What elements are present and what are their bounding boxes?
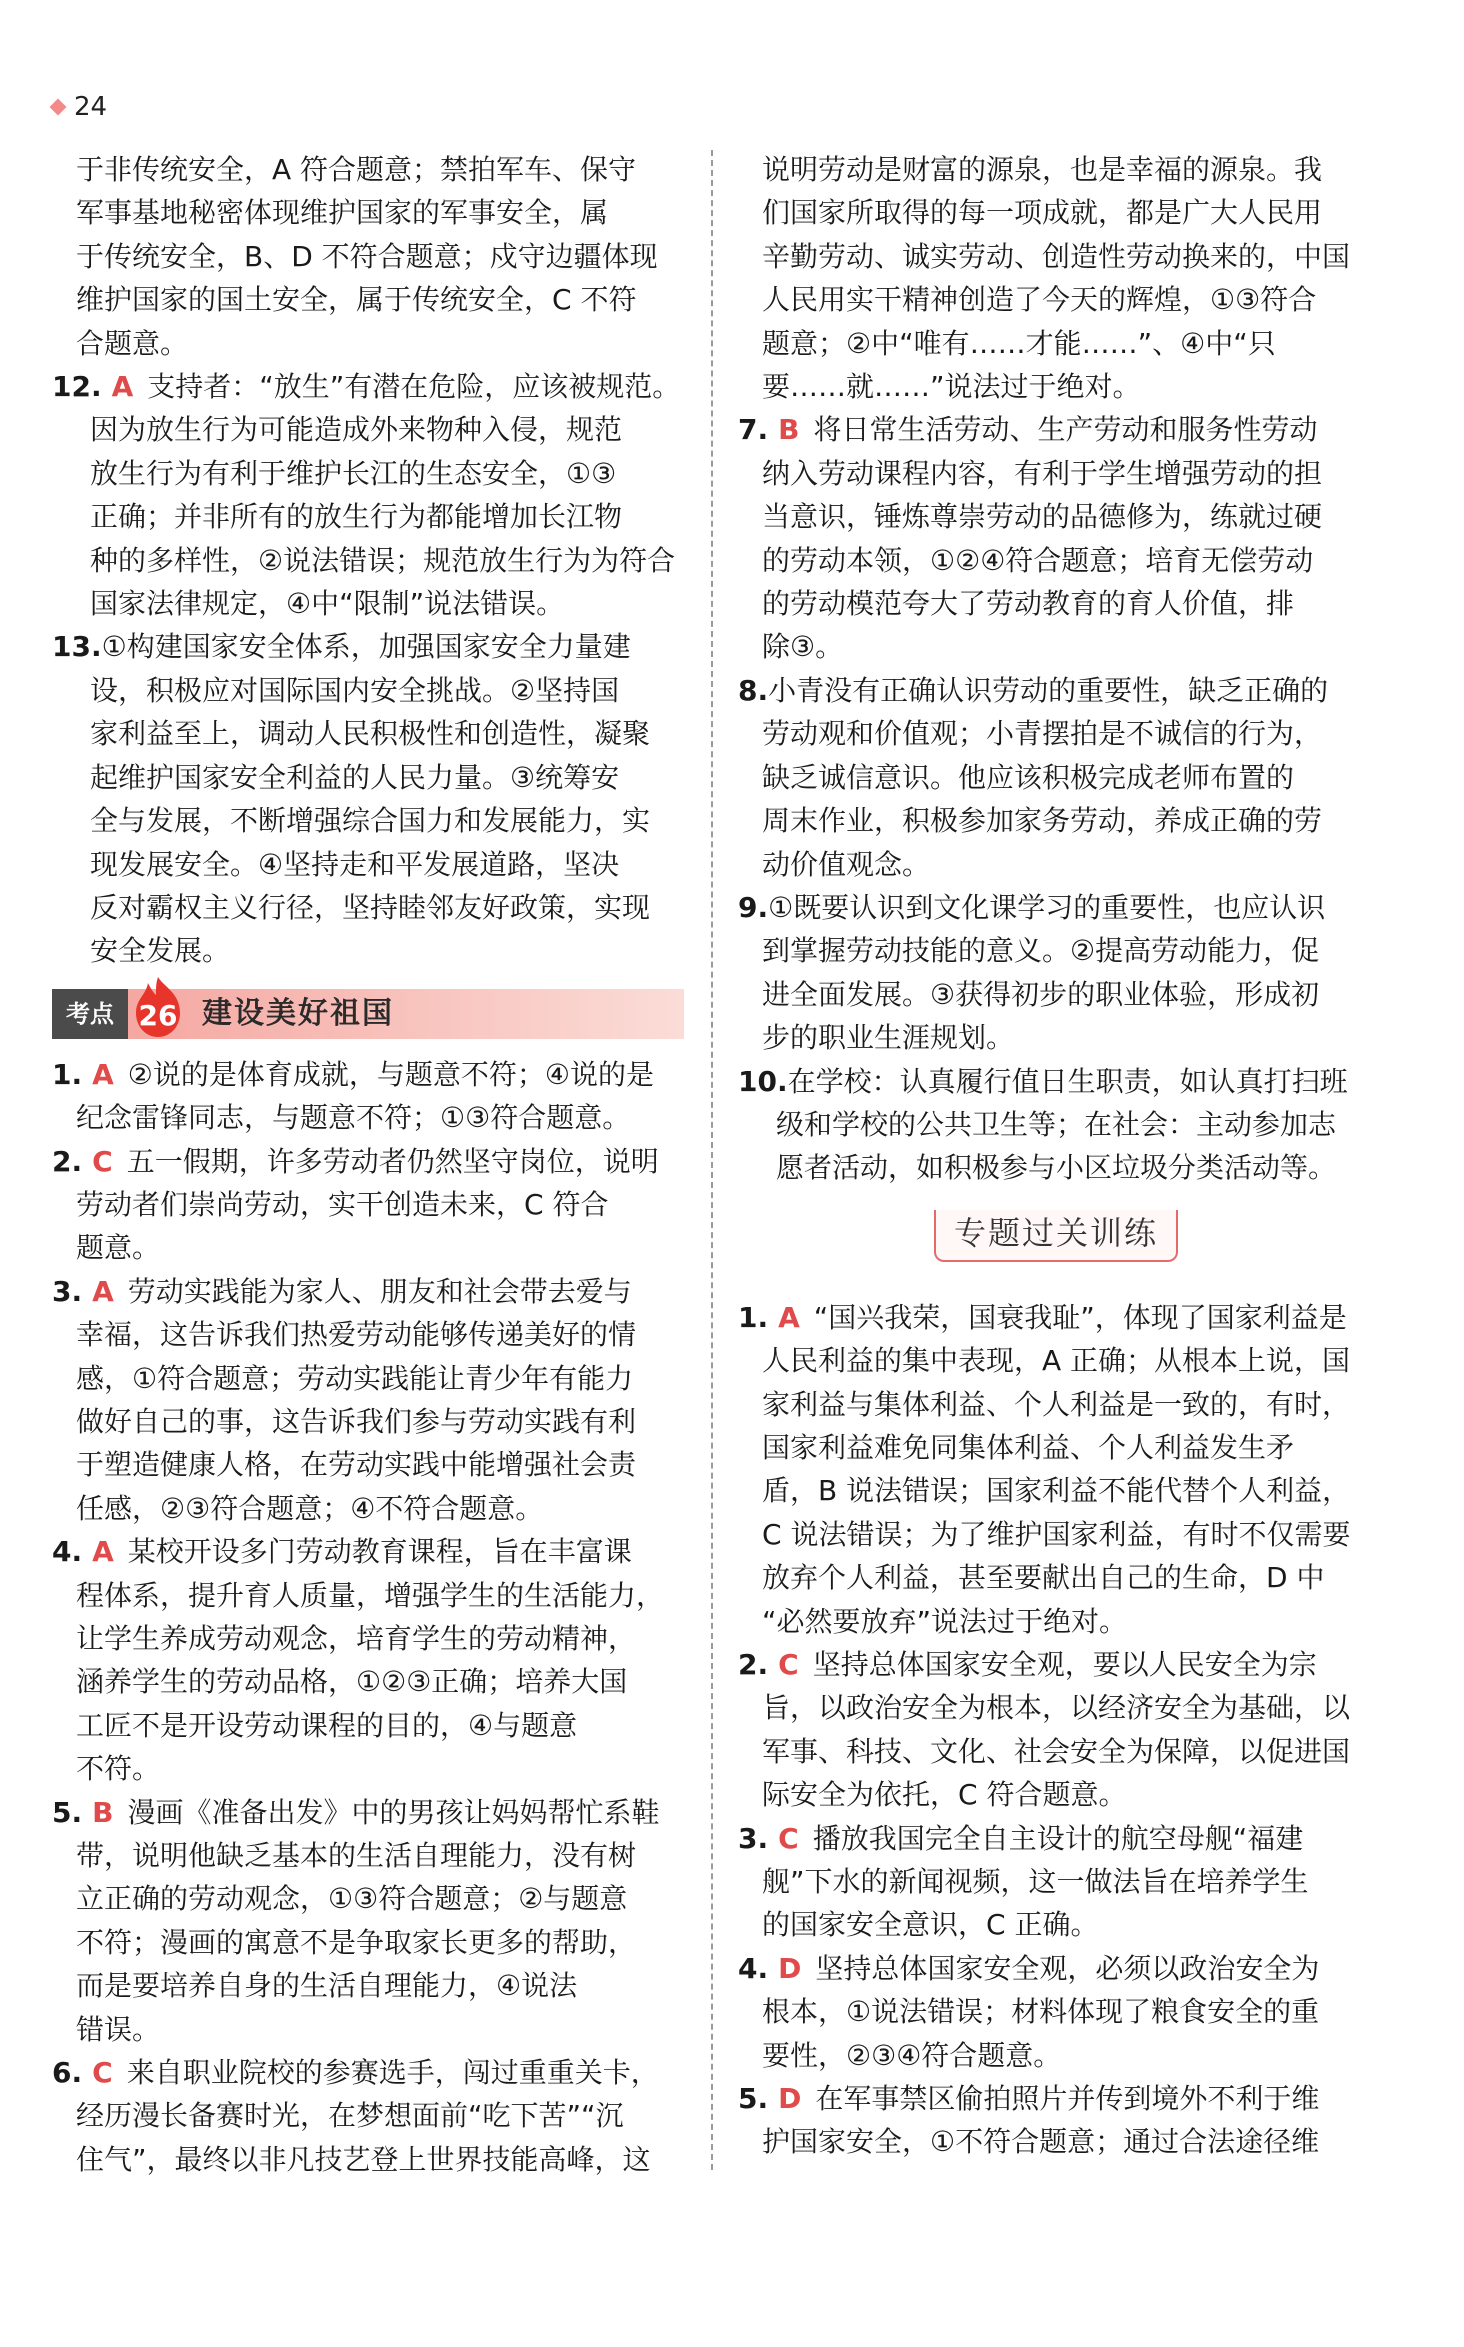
- text-line: 不符；漫画的寓意不是争取家长更多的帮助，: [76, 1925, 637, 1959]
- answer-letter: A: [111, 370, 134, 404]
- text-line: [738, 1060, 1378, 1103]
- text-line: 人民用实干精神创造了今天的辉煌，①③符合: [762, 283, 1317, 317]
- text-line: 到掌握劳动技能的意义。②提高劳动能力，促: [762, 934, 1320, 968]
- text-line: 正确；并非所有的放生行为都能增加长江物: [90, 500, 623, 534]
- text-line: 让学生养成劳动观念，培育学生的劳动精神，: [76, 1622, 637, 1655]
- answer-item: [738, 1296, 1378, 1643]
- text-line: 要……就……”说法过于绝对。: [762, 370, 1141, 404]
- text-line: 说明劳动是财富的源泉，也是幸福的源泉。我: [762, 153, 1323, 186]
- item-number: 13.: [52, 630, 102, 664]
- text-line: [738, 669, 1378, 712]
- text-line: 军事、科技、文化、社会安全为保障，以促进国: [762, 1734, 1351, 1768]
- text-line: 家利益至上，调动人民积极性和创造性，凝聚: [90, 717, 651, 751]
- text-line: 的国家安全意识，C 正确。: [762, 1908, 1099, 1942]
- text-line: 感，①符合题意；劳动实践能让青少年有能力: [76, 1361, 634, 1395]
- left-column: [52, 148, 684, 2181]
- banner-title: 专题过关训练: [953, 1213, 1158, 1252]
- answer-letter: C: [778, 1821, 799, 1855]
- text-line: 旨，以政治安全为根本，以经济安全为基础，以: [762, 1691, 1351, 1725]
- item-text: 坚持总体国家安全观，要以人民安全为宗: [812, 1648, 1317, 1681]
- text-line: 缺乏诚信意识。他应该积极完成老师布置的: [762, 760, 1295, 794]
- text-line: 现发展安全。④坚持走和平发展道路，坚决: [90, 847, 620, 881]
- page-number: 24: [52, 92, 107, 122]
- text-line: [52, 1140, 684, 1183]
- text-line: 经历漫长备赛时光，在梦想面前“吃下苦”“沉: [76, 2099, 624, 2133]
- answer-item: [738, 1947, 1378, 2077]
- item-number: 12.: [52, 370, 102, 404]
- item-text: 在军事禁区偷拍照片并传到境外不利于维: [815, 2082, 1320, 2116]
- text-line: 们国家所取得的每一项成就，都是广大人民用: [762, 196, 1323, 230]
- item-number: 1.: [738, 1300, 769, 1334]
- text-line: [52, 1053, 684, 1096]
- text-line: 辛勤劳动、诚实劳动、创造性劳动换来的，中国: [762, 239, 1351, 273]
- text-line: 题意。: [76, 1231, 161, 1265]
- text-line: 不符。: [76, 1752, 161, 1786]
- text-line: C 说法错误；为了维护国家利益，有时不仅需要: [762, 1517, 1351, 1551]
- item-text: “国兴我荣，国衰我耻”，体现了国家利益是: [813, 1300, 1347, 1334]
- text-line: 于传统安全，B、D 不符合题意；戍守边疆体现: [76, 239, 658, 273]
- answer-item: [738, 669, 1378, 886]
- text-line: [738, 1947, 1378, 1990]
- section-title: 建设美好祖国: [202, 995, 394, 1031]
- text-line: 步的职业生涯规划。: [762, 1021, 1015, 1055]
- answer-item: [52, 365, 684, 625]
- item-text: 坚持总体国家安全观，必须以政治安全为: [815, 1951, 1320, 1985]
- diamond-icon: [50, 99, 67, 116]
- right-column: [738, 148, 1378, 2164]
- item-number: 5.: [52, 1795, 83, 1829]
- special-training-banner: [738, 1198, 1378, 1282]
- text-line: 合题意。: [76, 326, 189, 360]
- text-line: [738, 886, 1378, 929]
- answer-letter: D: [778, 1951, 802, 1985]
- item-text: 播放我国完全自主设计的航空母舰“福建: [812, 1821, 1304, 1855]
- item-number: 7.: [738, 413, 769, 447]
- text-line: 工匠不是开设劳动课程的目的，④与题意: [76, 1708, 578, 1742]
- text-line: 家利益与集体利益、个人利益是一致的，有时，: [762, 1387, 1351, 1421]
- text-line: 劳动者们崇尚劳动，实干创造未来，C 符合: [76, 1187, 609, 1221]
- answer-letter: A: [92, 1274, 114, 1308]
- item-number: 10.: [738, 1064, 788, 1098]
- text-line: 的劳动模范夸大了劳动教育的育人价值，排: [762, 587, 1295, 621]
- item-text: ①既要认识到文化课学习的重要性，也应认识: [768, 890, 1326, 924]
- text-line: 因为放生行为可能造成外来物种入侵，规范: [90, 413, 623, 447]
- text-line: 程体系，提升育人质量，增强学生的生活能力，: [76, 1578, 665, 1612]
- section-number: 26: [138, 998, 178, 1032]
- text-line: [52, 1270, 684, 1313]
- item-number: 3.: [738, 1821, 769, 1855]
- answer-letter: A: [92, 1535, 114, 1569]
- answer-item: [52, 2051, 684, 2181]
- answer-letter: C: [778, 1648, 799, 1681]
- text-line: 涵养学生的劳动品格，①②③正确；培养大国: [76, 1665, 628, 1699]
- text-line: 放弃个人利益，甚至要献出自己的生命，D 中: [762, 1561, 1325, 1595]
- text-line: 动价值观念。: [762, 847, 931, 881]
- item-number: 4.: [738, 1951, 769, 1985]
- answer-item: [52, 1140, 684, 1270]
- text-line: [52, 1530, 684, 1573]
- text-line: [738, 1296, 1378, 1339]
- answer-item: [738, 886, 1378, 1060]
- text-line: 护国家安全，①不符合题意；通过合法途径维: [762, 2125, 1320, 2159]
- item-number: 8.: [738, 673, 769, 707]
- item-text: 来自职业院校的参赛选手，闯过重重关卡，: [126, 2056, 659, 2090]
- text-line: 反对霸权主义行径，坚持睦邻友好政策，实现: [90, 890, 651, 924]
- item-text: 小青没有正确认识劳动的重要性，缺乏正确的: [768, 673, 1329, 707]
- text-line: “必然要放弃”说法过于绝对。: [762, 1604, 1128, 1638]
- text-line: 除③。: [762, 630, 844, 664]
- text-line: 级和学校的公共卫生等；在社会：主动参加志: [776, 1107, 1337, 1141]
- item-number: 9.: [738, 890, 769, 924]
- answer-letter: A: [92, 1057, 114, 1091]
- item-number: 4.: [52, 1535, 83, 1569]
- answer-letter: C: [92, 1144, 113, 1178]
- answer-item: [738, 408, 1378, 668]
- text-line: [52, 1791, 684, 1834]
- text-line: 国家利益难免同集体利益、个人利益发生矛: [762, 1430, 1295, 1464]
- answer-item: [738, 2077, 1378, 2164]
- text-line: 当意识，锤炼尊崇劳动的品德修为，练就过硬: [762, 500, 1323, 534]
- answer-item: [738, 1643, 1378, 1817]
- answer-letter: A: [778, 1300, 800, 1334]
- text-line: 国家法律规定，④中“限制”说法错误。: [90, 587, 565, 621]
- answer-item: [738, 1817, 1378, 1947]
- text-line: 放生行为有利于维护长江的生态安全，①③: [90, 456, 617, 490]
- item-text: ①构建国家安全体系，加强国家安全力量建: [101, 630, 631, 664]
- text-line: 起维护国家安全利益的人民力量。③统筹安: [90, 760, 620, 794]
- text-line: 而是要培养自身的生活自理能力，④说法: [76, 1969, 578, 2003]
- text-line: 际安全为依托，C 符合题意。: [762, 1778, 1127, 1812]
- answer-letter: D: [778, 2082, 802, 2116]
- text-line: 人民利益的集中表现，A 正确；从根本上说，国: [762, 1344, 1351, 1378]
- text-line: 维护国家的国土安全，属于传统安全，C 不符: [76, 283, 637, 317]
- text-line: [52, 365, 684, 408]
- answer-item: [52, 1530, 684, 1790]
- text-line: [738, 2077, 1378, 2120]
- text-line: 安全发展。: [90, 934, 231, 968]
- banner-box: [934, 1210, 1178, 1262]
- text-line: 错误。: [76, 2012, 161, 2046]
- text-line: 军事基地秘密体现维护国家的军事安全，属: [76, 196, 609, 230]
- text-line: 盾，B 说法错误；国家利益不能代替个人利益，: [762, 1474, 1351, 1508]
- text-line: 题意；②中“唯有……才能……”、④中“只: [762, 326, 1276, 360]
- text-line: 全与发展，不断增强综合国力和发展能力，实: [90, 804, 651, 838]
- text-line: 舰”下水的新闻视频，这一做法旨在培养学生: [762, 1865, 1309, 1899]
- answer-item: [52, 1791, 684, 2051]
- answer-item: [52, 1270, 684, 1530]
- item-text: 将日常生活劳动、生产劳动和服务性劳动: [813, 413, 1318, 447]
- item-number: 2.: [52, 1144, 83, 1178]
- item-number: 2.: [738, 1648, 769, 1681]
- text-line: [52, 625, 684, 668]
- answer-letter: B: [92, 1795, 114, 1829]
- text-line: [738, 1817, 1378, 1860]
- text-line: 纪念雷锋同志，与题意不符；①③符合题意。: [76, 1101, 631, 1135]
- answer-letter: C: [92, 2056, 113, 2090]
- text-line: 要性，②③④符合题意。: [762, 2038, 1062, 2072]
- item-text: ②说的是体育成就，与题意不符；④说的是: [127, 1057, 655, 1091]
- text-line: 愿者活动，如积极参与小区垃圾分类活动等。: [776, 1151, 1337, 1185]
- text-line: [52, 2051, 684, 2094]
- item-text: 劳动实践能为家人、朋友和社会带去爱与: [127, 1274, 632, 1308]
- answer-item: [738, 1060, 1378, 1190]
- text-line: 于塑造健康人格，在劳动实践中能增强社会责: [76, 1448, 637, 1482]
- text-line: 种的多样性，②说法错误；规范放生行为为符合: [90, 543, 676, 577]
- text-line: 的劳动本领，①②④符合题意；培育无偿劳动: [762, 543, 1314, 577]
- text-line: 根本，①说法错误；材料体现了粮食安全的重: [762, 1995, 1320, 2029]
- text-line: 做好自己的事，这告诉我们参与劳动实践有利: [76, 1404, 637, 1438]
- item-text: 五一假期，许多劳动者仍然坚守岗位，说明: [126, 1144, 659, 1178]
- text-line: 立正确的劳动观念，①③符合题意；②与题意: [76, 1882, 628, 1916]
- item-number: 6.: [52, 2056, 83, 2090]
- text-line: [738, 1643, 1378, 1686]
- section-tag: 考点: [52, 989, 128, 1039]
- answer-item: [52, 1053, 684, 1140]
- text-line: [738, 408, 1378, 451]
- text-line: 劳动观和价值观；小青摆拍是不诚信的行为，: [762, 717, 1323, 751]
- text-line: 任感，②③符合题意；④不符合题意。: [76, 1491, 544, 1525]
- item-number: 3.: [52, 1274, 83, 1308]
- text-line: 于非传统安全，A 符合题意；禁拍军车、保守: [76, 153, 637, 186]
- column-divider: [711, 150, 713, 2170]
- item-text: 在学校：认真履行值日生职责，如认真打扫班: [787, 1064, 1348, 1098]
- text-line: 周末作业，积极参加家务劳动，养成正确的劳: [762, 804, 1323, 838]
- text-line: 住气”，最终以非凡技艺登上世界技能高峰，这: [76, 2142, 651, 2176]
- text-line: 带，说明他缺乏基本的生活自理能力，没有树: [76, 1839, 637, 1873]
- answer-letter: B: [778, 413, 800, 447]
- text-line: 设，积极应对国际国内安全挑战。②坚持国: [90, 673, 620, 707]
- text-line: 纳入劳动课程内容，有利于学生增强劳动的担: [762, 456, 1323, 490]
- item-text: 漫画《准备出发》中的男孩让妈妈帮忙系鞋: [127, 1795, 660, 1829]
- answer-item: [52, 625, 684, 972]
- section-header: [52, 989, 684, 1039]
- text-line: 幸福，这告诉我们热爱劳动能够传递美好的情: [76, 1318, 637, 1352]
- text-line: 进全面发展。③获得初步的职业体验，形成初: [762, 977, 1320, 1011]
- item-text: 支持者：“放生”有潜在危险，应该被规范。: [147, 370, 681, 404]
- item-number: 5.: [738, 2082, 769, 2116]
- item-text: 某校开设多门劳动教育课程，旨在丰富课: [127, 1535, 632, 1569]
- item-number: 1.: [52, 1057, 83, 1091]
